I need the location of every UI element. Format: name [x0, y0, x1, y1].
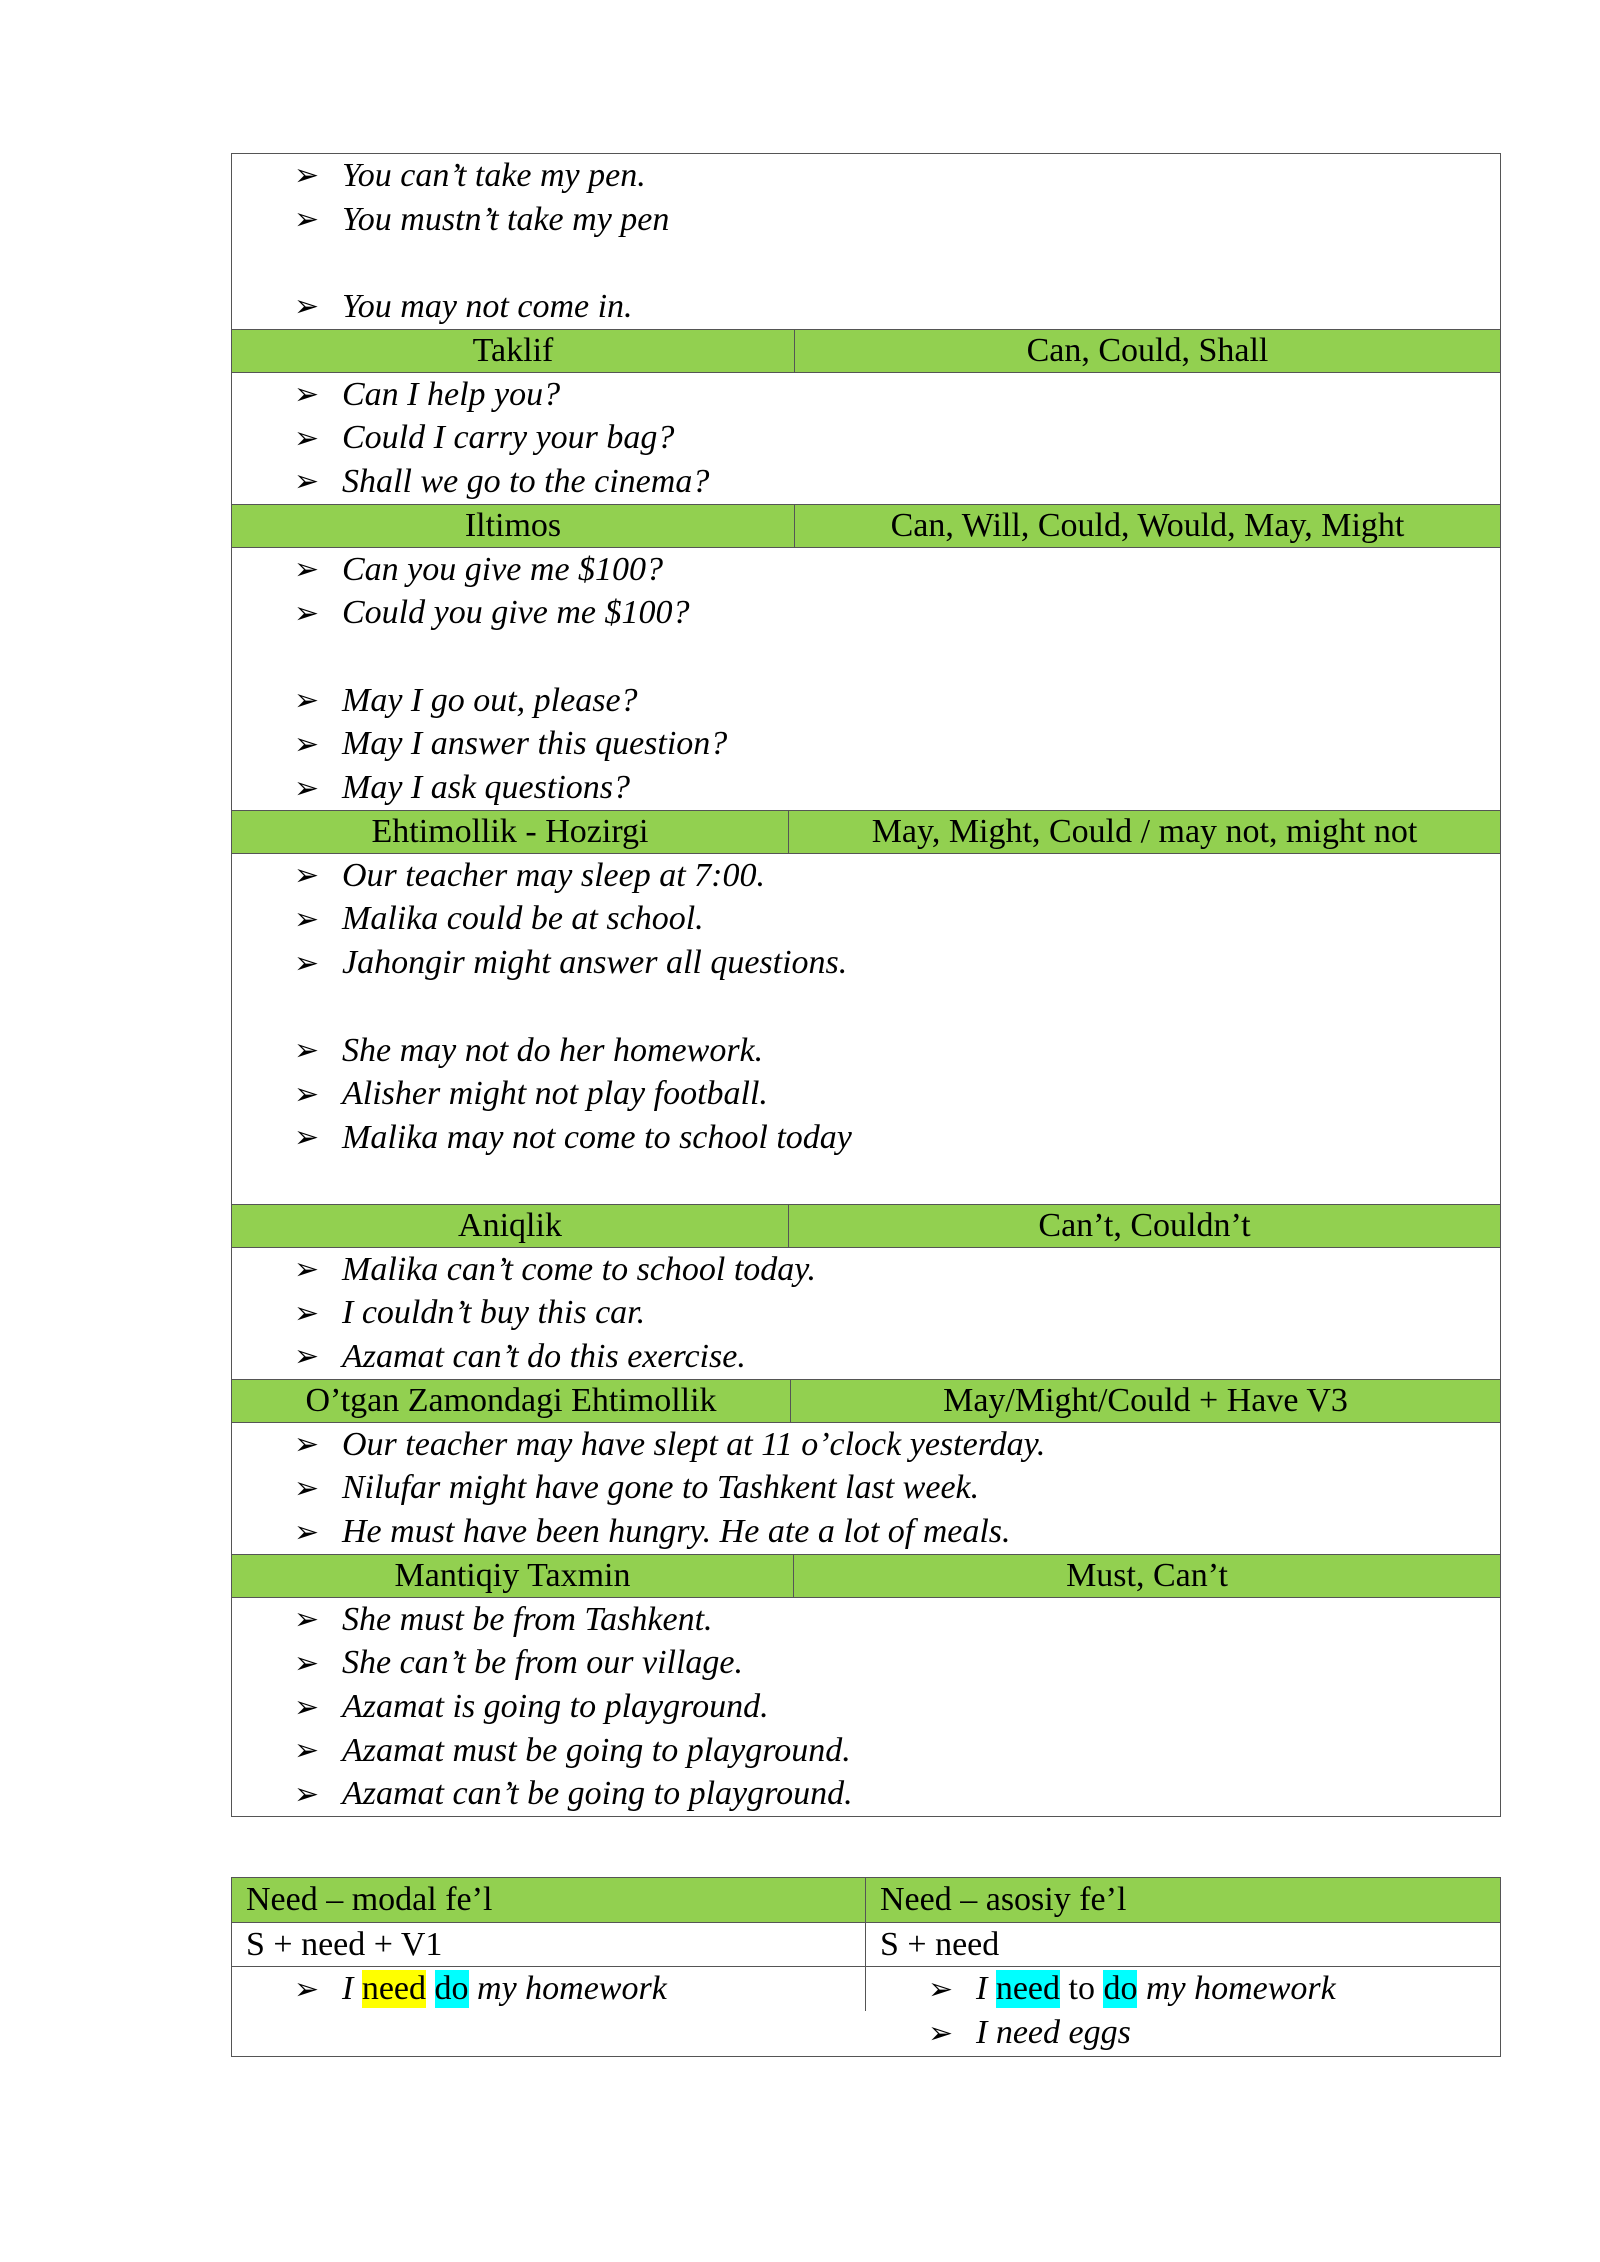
- section-modals: May/Might/Could + Have V3: [943, 1381, 1348, 1419]
- arrow-bullet-icon: ➢: [294, 1034, 320, 1068]
- example-text: May I answer this question?: [342, 725, 728, 763]
- arrow-bullet-icon: ➢: [294, 902, 320, 936]
- section-examples: [232, 548, 1500, 810]
- arrow-bullet-icon: ➢: [294, 1253, 320, 1287]
- arrow-bullet-icon: ➢: [294, 465, 320, 499]
- arrow-bullet-icon: ➢: [294, 946, 320, 980]
- arrow-bullet-icon: ➢: [294, 1777, 320, 1811]
- example-line: [232, 1116, 1500, 1160]
- example-text: Nilufar might have gone to Tashkent last week.: [342, 1469, 980, 1507]
- arrow-bullet-icon: ➢: [294, 1121, 320, 1155]
- arrow-bullet-icon: ➢: [294, 684, 320, 718]
- modal-verbs-table: [231, 153, 1501, 1817]
- arrow-bullet-icon: ➢: [928, 2016, 954, 2050]
- example-text: I need eggs: [976, 2014, 1131, 2051]
- example-word: my homework: [1145, 1970, 1336, 2007]
- example-text: May I ask questions?: [342, 769, 631, 807]
- need-header-row: [232, 1878, 1500, 1923]
- section-modals: Can, Will, Could, Would, May, Might: [890, 506, 1405, 544]
- need-modal-example-cell: [232, 1967, 866, 2011]
- section-header-mantiqiy-taxmin: [232, 1554, 1500, 1598]
- example-line: [232, 1642, 1500, 1686]
- section-header-ehtimollik-hozirgi: [232, 810, 1500, 854]
- example-text: Can you give me $100?: [342, 550, 664, 588]
- example-line: [880, 2011, 1131, 2055]
- need-main-pattern: S + need: [880, 1925, 1000, 1963]
- example-text: She may not do her homework.: [342, 1031, 764, 1069]
- example-line: [246, 1967, 667, 2011]
- example-text: You mustn’t take my pen: [342, 200, 670, 238]
- example-text: Jahongir might answer all questions.: [342, 944, 848, 982]
- section-examples: [232, 1248, 1500, 1379]
- example-text: Malika could be at school.: [342, 900, 704, 938]
- section-label: Ehtimollik - Hozirgi: [232, 811, 789, 853]
- arrow-bullet-icon: ➢: [294, 1077, 320, 1111]
- example-line: [232, 285, 1500, 329]
- arrow-bullet-icon: ➢: [294, 1340, 320, 1374]
- section-header-iltimos: [232, 504, 1500, 548]
- section-label: Iltimos: [232, 505, 795, 547]
- example-word: my homework: [477, 1970, 667, 2007]
- example-line: [232, 1510, 1500, 1554]
- section-label: O’tgan Zamondagi Ehtimollik: [232, 1380, 791, 1422]
- example-text: Malika may not come to school today: [342, 1118, 852, 1156]
- example-line: [232, 941, 1500, 985]
- example-line: [232, 854, 1500, 898]
- example-text: Azamat is going to playground.: [342, 1688, 769, 1726]
- arrow-bullet-icon: ➢: [294, 1734, 320, 1768]
- arrow-bullet-icon: ➢: [294, 1471, 320, 1505]
- arrow-bullet-icon: ➢: [294, 1603, 320, 1637]
- arrow-bullet-icon: ➢: [294, 1646, 320, 1680]
- arrow-bullet-icon: ➢: [294, 1972, 320, 2006]
- example-text: Alisher might not play football.: [342, 1075, 768, 1113]
- section-label: Taklif: [232, 330, 795, 372]
- example-text: Could I carry your bag?: [342, 419, 675, 457]
- arrow-bullet-icon: ➢: [294, 1690, 320, 1724]
- example-text: I couldn’t buy this car.: [342, 1294, 646, 1332]
- section-header-taklif: [232, 329, 1500, 373]
- section-modals: Can’t, Couldn’t: [1038, 1206, 1251, 1244]
- example-line: [232, 416, 1500, 460]
- example-text: You may not come in.: [342, 287, 633, 325]
- example-word: I: [976, 1970, 988, 2007]
- arrow-bullet-icon: ➢: [294, 159, 320, 193]
- highlighted-need: need: [995, 1970, 1061, 2007]
- example-line: [232, 154, 1500, 198]
- need-main-header: Need – asosiy fe’l: [880, 1881, 1127, 1918]
- example-text: Could you give me $100?: [342, 594, 690, 632]
- arrow-bullet-icon: ➢: [294, 290, 320, 324]
- example-line: [232, 1598, 1500, 1642]
- arrow-bullet-icon: ➢: [294, 727, 320, 761]
- arrow-bullet-icon: ➢: [294, 203, 320, 237]
- arrow-bullet-icon: ➢: [928, 1972, 954, 2006]
- arrow-bullet-icon: ➢: [294, 771, 320, 805]
- example-line: [232, 723, 1500, 767]
- example-word: to: [1068, 1970, 1095, 2007]
- example-line: [232, 1029, 1500, 1073]
- example-text: Azamat can’t do this exercise.: [342, 1337, 746, 1375]
- section-header-otgan-zamondagi-ehtimollik: [232, 1379, 1500, 1423]
- arrow-bullet-icon: ➢: [294, 1428, 320, 1462]
- example-text: Our teacher may have slept at 11 o’clock yesterday.: [342, 1425, 1046, 1463]
- section-label: Aniqlik: [232, 1205, 789, 1247]
- section-modals: Can, Could, Shall: [1026, 331, 1269, 369]
- arrow-bullet-icon: ➢: [294, 596, 320, 630]
- need-main-example-cell: [866, 1967, 1500, 2055]
- section-header-aniqlik: [232, 1204, 1500, 1248]
- example-line: [232, 1072, 1500, 1116]
- example-line: [232, 1423, 1500, 1467]
- example-line: [232, 1685, 1500, 1729]
- section-examples: [232, 1423, 1500, 1554]
- example-text: Azamat must be going to playground.: [342, 1731, 851, 1769]
- example-line: [232, 898, 1500, 942]
- example-line: [232, 1335, 1500, 1379]
- example-text: She must be from Tashkent.: [342, 1600, 713, 1638]
- arrow-bullet-icon: ➢: [294, 553, 320, 587]
- arrow-bullet-icon: ➢: [294, 1515, 320, 1549]
- need-modal-pattern: S + need + V1: [232, 1923, 866, 1966]
- example-text: You can’t take my pen.: [342, 156, 646, 194]
- arrow-bullet-icon: ➢: [294, 1296, 320, 1330]
- section-label: Mantiqiy Taxmin: [232, 1555, 794, 1597]
- arrow-bullet-icon: ➢: [294, 421, 320, 455]
- section-modals: Must, Can’t: [1066, 1556, 1228, 1594]
- example-text: Can I help you?: [342, 375, 561, 413]
- example-line: [232, 548, 1500, 592]
- example-text: May I go out, please?: [342, 681, 638, 719]
- example-line: [232, 373, 1500, 417]
- highlighted-verb: do: [434, 1970, 469, 2007]
- section-examples: [232, 1598, 1500, 1816]
- example-line: [232, 460, 1500, 504]
- need-pattern-row: [232, 1923, 1500, 1967]
- example-line: [232, 1291, 1500, 1335]
- example-word: I: [342, 1970, 354, 2007]
- example-text: He must have been hungry. He ate a lot of meals.: [342, 1513, 1011, 1551]
- section-examples: [232, 854, 1500, 1204]
- need-modal-header: Need – modal fe’l: [232, 1878, 866, 1922]
- example-line: [232, 679, 1500, 723]
- example-line: [232, 1729, 1500, 1773]
- example-line: [232, 1773, 1500, 1817]
- example-text: Our teacher may sleep at 7:00.: [342, 856, 766, 894]
- need-table: [231, 1877, 1501, 2057]
- example-text: Malika can’t come to school today.: [342, 1250, 817, 1288]
- highlighted-need: need: [361, 1970, 427, 2007]
- arrow-bullet-icon: ➢: [294, 859, 320, 893]
- need-example-row: [232, 1967, 1500, 2056]
- example-text: Shall we go to the cinema?: [342, 462, 710, 500]
- example-text: Azamat can’t be going to playground.: [342, 1775, 853, 1813]
- section-examples: [232, 373, 1500, 504]
- example-text: She can’t be from our village.: [342, 1644, 743, 1682]
- arrow-bullet-icon: ➢: [294, 378, 320, 412]
- example-line: [232, 592, 1500, 636]
- example-line: [232, 1248, 1500, 1292]
- example-line: [232, 1467, 1500, 1511]
- highlighted-verb: do: [1103, 1970, 1138, 2007]
- example-line: [232, 198, 1500, 242]
- top-examples: [232, 154, 1500, 329]
- section-modals: May, Might, Could / may not, might not: [871, 812, 1418, 850]
- example-line: [880, 1967, 1336, 2011]
- example-line: [232, 766, 1500, 810]
